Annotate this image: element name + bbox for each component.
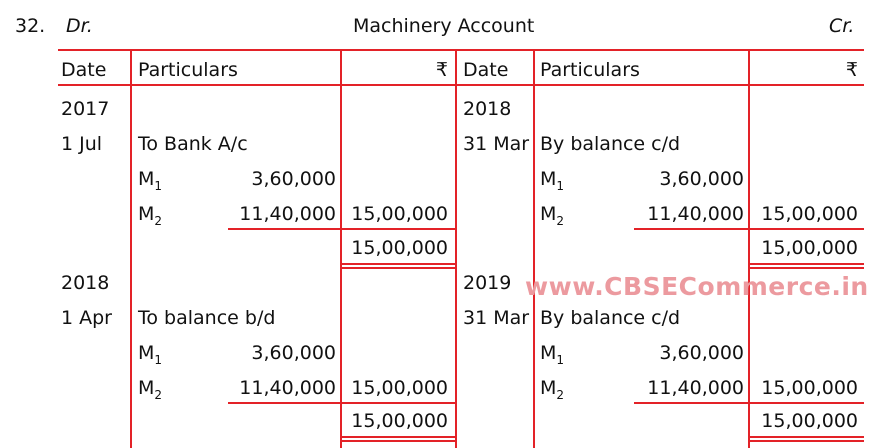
date-header: Date [61,59,107,81]
subtotal-rule [228,402,456,404]
entry-particulars: By balance c/d [540,307,681,329]
question-number: 32. [15,15,46,37]
entry-date: 1 Jul [61,133,103,155]
entry-amount: 15,00,000 [761,377,858,399]
m1-amount: 3,60,000 [251,168,336,190]
entry-total: 15,00,000 [761,237,858,259]
machine-label-m2: $M_2$ [540,203,565,228]
entry-particulars: By balance c/d [540,133,681,155]
top-rule [58,49,864,51]
account-title: Machinery Account [353,15,535,37]
entry-amount: 15,00,000 [761,203,858,225]
double-rule [342,436,456,438]
entry-total: 15,00,000 [351,237,448,259]
entry-year: 2018 [463,98,512,120]
entry-year: 2018 [61,272,110,294]
credit-label: Cr. [829,15,855,37]
m2-amount: 11,40,000 [239,377,336,399]
m1-amount: 3,60,000 [659,168,744,190]
entry-amount: 15,00,000 [351,203,448,225]
entry-date: 1 Apr [61,307,112,329]
m2-amount: 11,40,000 [647,203,744,225]
particulars-header: Particulars [138,59,238,81]
subtotal-rule [634,402,864,404]
amount-header: ₹ [845,59,858,81]
machine-label-m2: $M_2$ [138,377,163,402]
m1-amount: 3,60,000 [251,342,336,364]
machine-label-m2: $M_2$ [540,377,565,402]
entry-date: 31 Mar [463,307,530,329]
double-rule [750,267,864,269]
machine-label-m1: $M_1$ [540,342,565,367]
double-rule [750,263,864,265]
col-divider [130,49,132,448]
machine-label-m1: $M_1$ [540,168,565,193]
subtotal-rule [228,228,456,230]
m2-amount: 11,40,000 [239,203,336,225]
debit-label: Dr. [66,15,93,37]
entry-year: 2017 [61,98,110,120]
double-rule [342,263,456,265]
entry-total: 15,00,000 [351,410,448,432]
particulars-header: Particulars [540,59,640,81]
entry-amount: 15,00,000 [351,377,448,399]
amount-header: ₹ [435,59,448,81]
header-rule [58,84,864,86]
date-header: Date [463,59,509,81]
double-rule [342,267,456,269]
subtotal-rule [634,228,864,230]
double-rule [750,436,864,438]
double-rule [750,440,864,442]
col-divider [748,49,750,448]
entry-year: 2019 [463,272,512,294]
watermark: www.CBSECommerce.in [525,272,869,301]
entry-total: 15,00,000 [761,410,858,432]
entry-particulars: To balance b/d [138,307,276,329]
entry-particulars: To Bank A/c [138,133,248,155]
m1-amount: 3,60,000 [659,342,744,364]
col-divider [533,49,535,448]
machine-label-m2: $M_2$ [138,203,163,228]
entry-date: 31 Mar [463,133,530,155]
col-divider [455,49,457,448]
double-rule [342,440,456,442]
m2-amount: 11,40,000 [647,377,744,399]
machine-label-m1: $M_1$ [138,342,163,367]
machine-label-m1: $M_1$ [138,168,163,193]
